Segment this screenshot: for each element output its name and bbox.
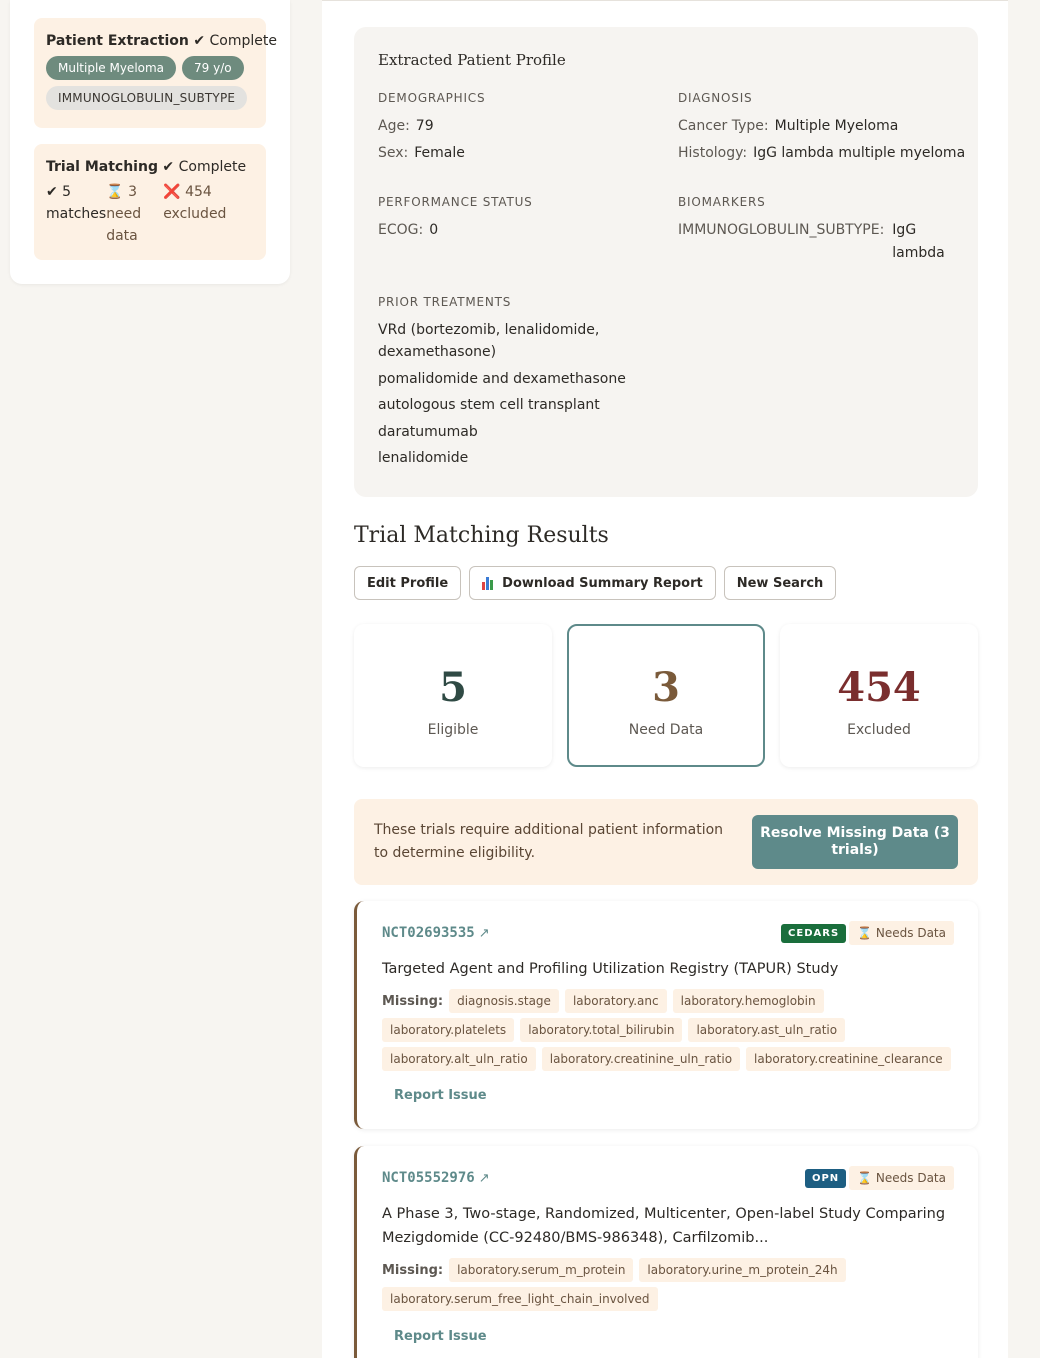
histology-key: Histology: (678, 145, 748, 161)
profile-title: Extracted Patient Profile (378, 51, 566, 69)
excluded-stat-text: 454 excluded (163, 184, 227, 222)
matching-title: Trial Matching (46, 159, 158, 175)
sidebar (10, 0, 290, 284)
extraction-step-title (46, 32, 277, 50)
download-report-button[interactable] (469, 566, 716, 600)
prior-treatment-item: VRd (bortezomib, lenalidomide, dexamethasone) (378, 322, 600, 360)
missing-label: Missing: (382, 1263, 444, 1278)
matches-stat: ✔ 5 matches (46, 184, 107, 222)
report-issue-link[interactable]: Report Issue (394, 1088, 487, 1103)
trial-card (354, 901, 978, 1129)
extraction-title: Patient Extraction (46, 33, 189, 49)
prior-treatment-item: lenalidomide (378, 450, 469, 466)
hourglass-icon: ⌛ (106, 184, 124, 200)
resolve-missing-data-button[interactable]: Resolve Missing Data (3 trials) (752, 815, 958, 869)
prior-treatment-item: autologous stem cell transplant (378, 397, 600, 413)
excluded-card[interactable] (780, 624, 978, 767)
patient-profile-card (354, 27, 978, 497)
eligible-label: Eligible (427, 722, 479, 738)
diagnosis-chip: Multiple Myeloma (46, 56, 176, 80)
prior-treatment-item: pomalidomide and dexamethasone (378, 370, 626, 387)
trial-id: NCT02693535 (382, 925, 475, 941)
extraction-step-card (34, 18, 277, 128)
missing-tag: laboratory.ast_uln_ratio (688, 1018, 845, 1042)
download-report-label: Download Summary Report (502, 575, 703, 591)
excluded-count: 454 (837, 664, 921, 711)
missing-tag: diagnosis.stage (449, 989, 559, 1013)
trial-id-link[interactable] (382, 1170, 490, 1186)
cancer-key: Cancer Type: (678, 118, 769, 134)
missing-data-notice (354, 799, 978, 885)
new-search-label: New Search (736, 575, 824, 591)
missing-tag: laboratory.creatinine_uln_ratio (542, 1047, 740, 1071)
external-link-icon: ↗ (478, 926, 490, 941)
extraction-status: ✔ Complete (193, 33, 277, 49)
prior-treatment-item: daratumumab (378, 423, 478, 440)
demographics-label: DEMOGRAPHICS (378, 91, 486, 105)
notice-text: These trials require additional patient information to determine eligibility. (374, 822, 724, 861)
new-search-button[interactable] (724, 566, 837, 600)
age-chip: 79 y/o (182, 56, 244, 80)
missing-tag: laboratory.anc (565, 989, 667, 1013)
need-data-count: 3 (652, 664, 680, 711)
eligible-card[interactable] (354, 624, 552, 767)
missing-tag: laboratory.total_bilirubin (520, 1018, 682, 1042)
eligible-count: 5 (439, 664, 467, 711)
matching-step-card (34, 144, 266, 260)
biomarker-chip: IMMUNOGLOBULIN_SUBTYPE (46, 86, 247, 110)
prior-treatments-list (378, 319, 628, 474)
needs-data-badge: ⌛ Needs Data (849, 921, 954, 945)
age-field (378, 115, 434, 138)
ecog-value: 0 (429, 222, 439, 238)
immunoglobulin-field (678, 219, 952, 265)
edit-profile-label: Edit Profile (367, 575, 449, 591)
missing-tag: laboratory.creatinine_clearance (746, 1047, 951, 1071)
need-data-stat-text: 3 need data (106, 184, 142, 244)
performance-status-label: PERFORMANCE STATUS (378, 195, 533, 209)
results-actions (354, 566, 844, 600)
need-data-stat (106, 181, 163, 247)
missing-tag: laboratory.serum_free_light_chain_involved (382, 1287, 658, 1311)
trial-id-link[interactable] (382, 925, 490, 941)
missing-fields (382, 989, 962, 1076)
ecog-field (378, 219, 438, 242)
matching-status: ✔ Complete (162, 159, 247, 175)
missing-tag: laboratory.platelets (382, 1018, 514, 1042)
missing-tag: laboratory.serum_m_protein (449, 1258, 633, 1282)
edit-profile-button[interactable] (354, 566, 461, 600)
report-issue-link[interactable]: Report Issue (394, 1329, 487, 1344)
cancer-type-field (678, 115, 898, 138)
sex-key: Sex: (378, 145, 409, 161)
excluded-stat (163, 181, 254, 247)
histology-field (678, 142, 965, 165)
ig-value: IgG lambda (892, 222, 945, 261)
trial-card (354, 1146, 978, 1358)
excluded-label: Excluded (847, 722, 911, 738)
trial-badges (805, 1166, 954, 1190)
main-content (322, 0, 1008, 1358)
diagnosis-label: DIAGNOSIS (678, 91, 753, 105)
missing-fields (382, 1258, 962, 1316)
prior-treatments-label: PRIOR TREATMENTS (378, 295, 512, 309)
ig-key: IMMUNOGLOBULIN_SUBTYPE: (678, 222, 885, 238)
trial-id: NCT05552976 (382, 1170, 475, 1186)
sex-field (378, 142, 465, 165)
trial-title: A Phase 3, Two-stage, Randomized, Multicenter, Open-label Study Comparing Mezigdomide (CC-92480/BMS-986348), Carfilzomib... (382, 1206, 946, 1246)
source-badge: CEDARS (781, 924, 846, 943)
cross-icon: ❌ (163, 184, 181, 200)
need-data-label: Need Data (628, 722, 704, 738)
needs-data-badge: ⌛ Needs Data (849, 1166, 954, 1190)
missing-tag: laboratory.urine_m_protein_24h (639, 1258, 845, 1282)
age-value: 79 (415, 118, 434, 134)
bar-chart-icon (482, 576, 496, 590)
ecog-key: ECOG: (378, 222, 424, 238)
source-badge: OPN (805, 1169, 846, 1188)
cancer-value: Multiple Myeloma (774, 118, 899, 134)
need-data-card[interactable] (567, 624, 765, 767)
missing-tag: laboratory.hemoglobin (673, 989, 824, 1013)
external-link-icon: ↗ (478, 1171, 490, 1186)
missing-tag: laboratory.alt_uln_ratio (382, 1047, 536, 1071)
sex-value: Female (414, 145, 465, 161)
trial-title: Targeted Agent and Profiling Utilization Registry (TAPUR) Study (382, 961, 839, 977)
biomarkers-label: BIOMARKERS (678, 195, 766, 209)
matching-stats (46, 181, 254, 247)
missing-label: Missing: (382, 994, 444, 1009)
results-title: Trial Matching Results (354, 523, 609, 548)
matching-step-title (46, 158, 254, 176)
histology-value: IgG lambda multiple myeloma (753, 145, 966, 161)
trial-badges (781, 921, 954, 945)
age-key: Age: (378, 118, 410, 134)
